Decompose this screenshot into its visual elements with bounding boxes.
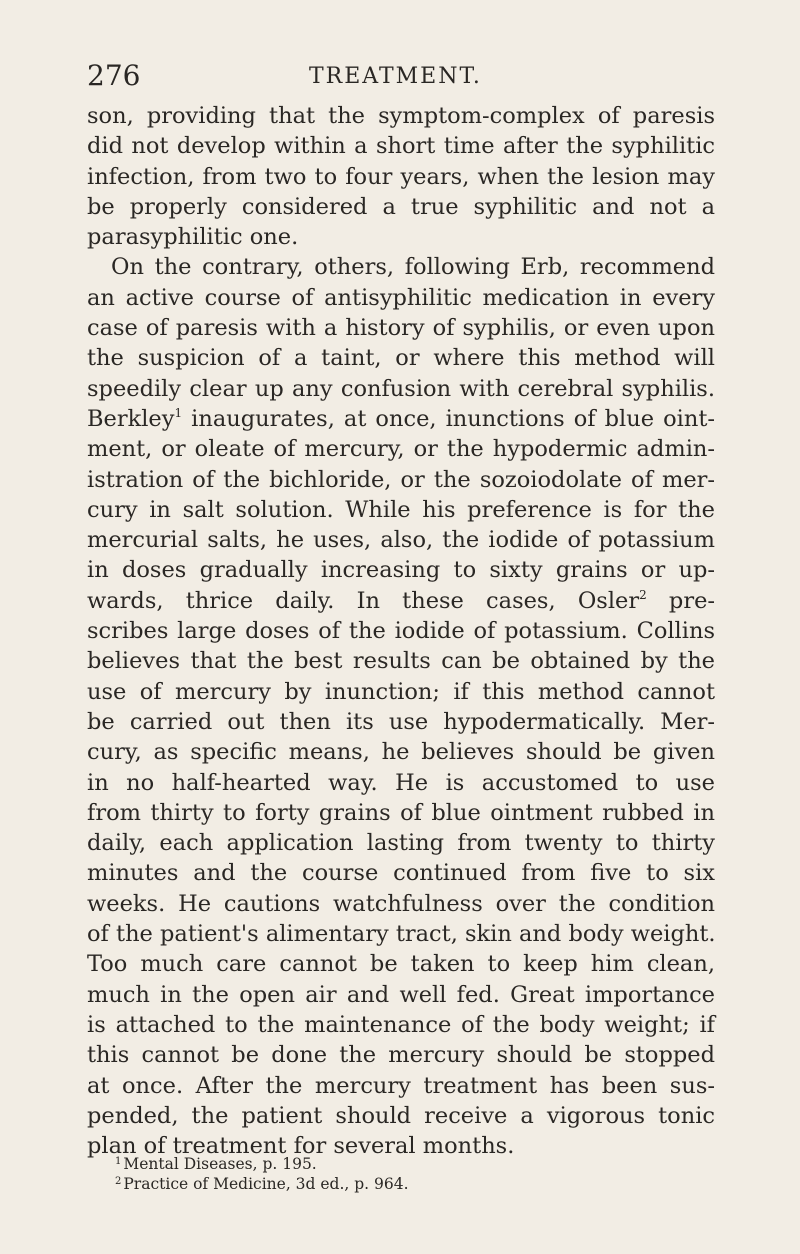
text-line: cury in salt solution. While his preference is for the [87,496,715,523]
footnotes [115,1154,715,1194]
text-line: case of paresis with a history of syphilis, or even upon [87,315,715,342]
text-line: On the contrary, others, following Erb, recommend [111,254,715,281]
footnote-marker: 1 [174,405,183,420]
text-line: parasyphilitic one. [87,224,299,251]
text-line: of the patient's alimentary tract, skin and body weight. [87,921,716,948]
cited-author: Berkley [87,405,175,432]
text-line: cury, as specific means, he believes should be given [87,739,715,766]
footnote-number: 2 [115,1176,122,1187]
text-line: from thirty to forty grains of blue ointment rubbed in [87,799,715,826]
text-fragment: pre- [646,587,716,614]
footnote-number: 1 [115,1156,122,1167]
text-line [87,586,715,616]
page-number: 276 [87,59,141,92]
text-line: pended, the patient should receive a vigorous tonic [87,1102,715,1129]
text-line: is attached to the maintenance of the body weight; if [87,1011,715,1038]
text-line: at once. After the mercury treatment has been sus- [87,1072,715,1099]
text-line: daily, each application lasting from twenty to thirty [87,830,715,857]
text-fragment: inaugurates, at once, inunctions of blue oint- [182,405,715,432]
text-line: scribes large doses of the iodide of potassium. Collins [87,618,715,645]
text-line: weeks. He cautions watchfulness over the condition [87,890,715,917]
text-line: much in the open air and well fed. Great importance [87,981,715,1008]
text-line: this cannot be done the mercury should be stopped [87,1042,715,1069]
text-line: speedily clear up any confusion with cerebral syphilis. [87,375,715,402]
text-line: Too much care cannot be taken to keep him clean, [87,951,715,978]
text-line: mercurial salts, he uses, also, the iodide of potassium [87,527,715,554]
chapter-title: TREATMENT. [309,64,482,89]
text-line: be properly considered a true syphilitic and not a [87,193,715,220]
text-line [87,404,715,434]
text-line: son, providing that the symptom-complex of paresis [87,103,715,129]
text-line: in no half-hearted way. He is accustomed to use [87,769,715,796]
text-line: did not develop within a short time after the syphilitic [87,133,715,160]
footnote [115,1174,715,1194]
body-text [87,101,715,1161]
running-head [87,58,727,98]
text-fragment: wards, thrice daily. In these cases, Osler [87,587,640,614]
text-line: the suspicion of a taint, or where this method will [87,345,715,372]
text-line: ment, or oleate of mercury, or the hypodermic admin- [87,436,715,463]
text-line: infection, from two to four years, when the lesion may [87,163,715,190]
text-line: believes that the best results can be obtained by the [87,648,715,675]
text-line: use of mercury by inunction; if this method cannot [87,678,715,705]
text-line: in doses gradually increasing to sixty grains or up- [87,557,715,584]
footnote [115,1154,715,1174]
text-line: plan of treatment for several months. [87,1133,515,1160]
text-line: be carried out then its use hypodermatically. Mer- [87,708,715,735]
footnote-text: Mental Diseases, p. 195. [123,1155,317,1173]
text-line: istration of the bichloride, or the sozoiodolate of mer- [87,466,715,493]
text-line: an active course of antisyphilitic medication in every [87,284,715,311]
footnote-text: Practice of Medicine, 3d ed., p. 964. [123,1175,409,1193]
footnote-marker: 2 [639,587,647,602]
text-line: minutes and the course continued from five to six [87,860,715,887]
